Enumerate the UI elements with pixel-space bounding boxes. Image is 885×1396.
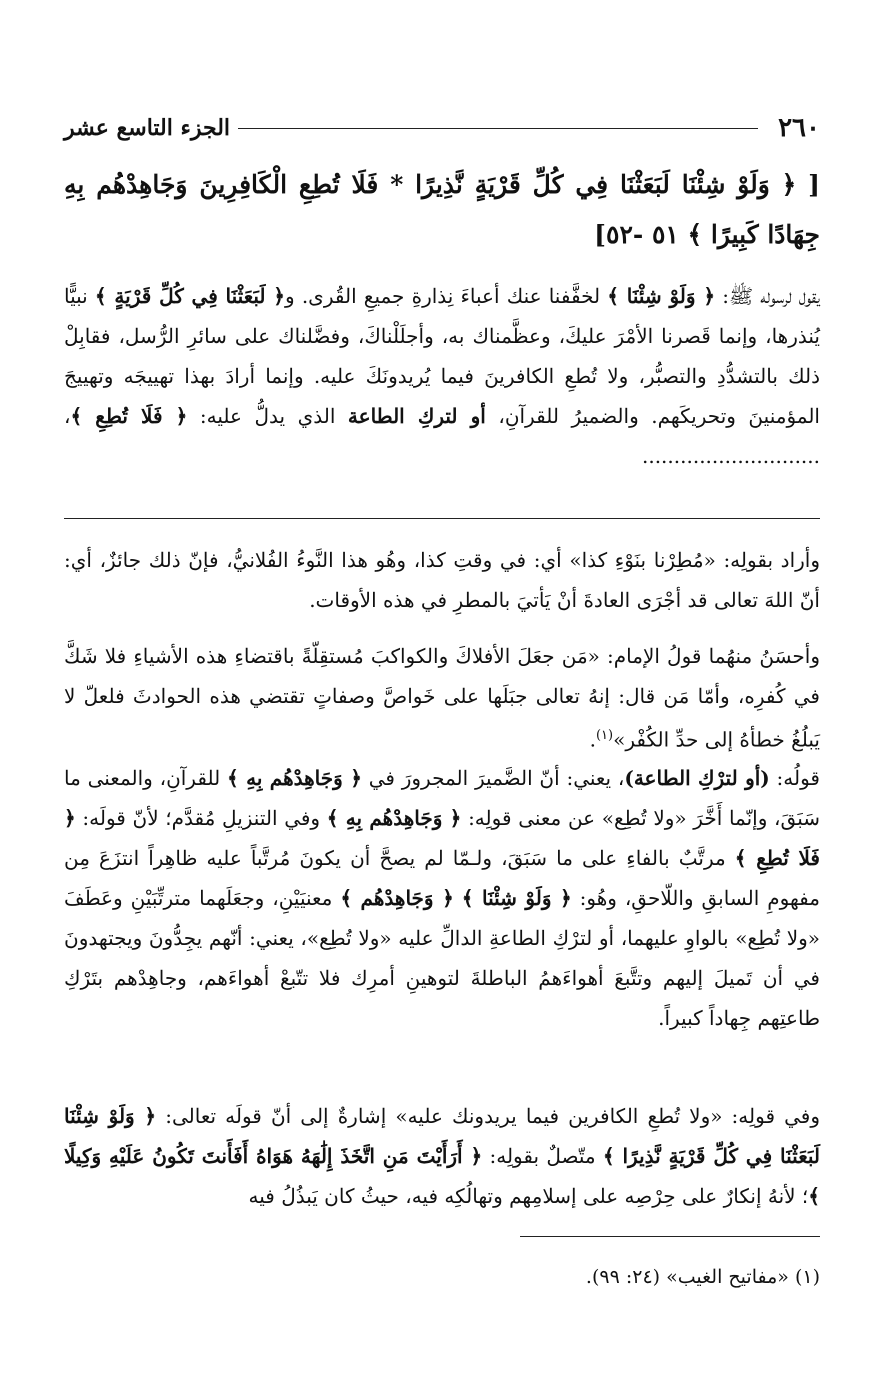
quran-quote: ﴿ وَجَاهِدْهُم بِهِ ﴾ (226, 766, 362, 790)
text-run: لخفَّفنا عنك أعباءَ نِذارةِ جميعِ القُرى. و (284, 284, 608, 308)
text-run: معنيَيْنِ، وجعَلَهما مترتِّبَيْنِ وعَطَفَ «ولا تُطِع» بالواوِ عليهما، أو لترْكِ الطاعةِ الدالِّ عليه «ولا تُطِع»، يعني: أنّهم يجِدُّونَ ويجتهدونَ في أن تَميلَ إليهم وتتَّبعَ أهواءَهمُ الباطلةَ لتوهينِ أمرِك فلا تتّبعْ أهواءَهم، وجاهِدْهم بتَرْكِ طاعتِهم جِهاداً كبيراً. (64, 886, 820, 1030)
quran-quote: ﴿ وَلَوْ شِئْنَا لَبَعَثْنَا فِي كُلِّ قَرْيَةٍ نَّذِيرًا ﴾ (64, 1104, 820, 1168)
footnote: (١) «مفاتيح الغيب» (٢٤: ٩٩). (585, 1266, 820, 1288)
text-run: متّصلٌ بقولِه: (482, 1144, 603, 1168)
text-run: وأحسَنُ منهُما قولُ الإمام: «مَن جعَلَ الأفلاكَ والكواكبَ مُستقِلّةً باقتضاءِ هذه الأشياءِ فلا شَكَّ في كُفرِه، وأمّا مَن قال: إنهُ تعالى جبَلَها على خَواصَّ وصفاتٍ تقتضي هذه الحوادثَ فلعلّ لا يَبلُغُ خطأهُ إلى حدِّ الكُفْر» (64, 644, 821, 752)
quran-quote: ﴿ فَلَا تُطِعِ ﴾ (70, 404, 188, 428)
footnote-ref: (١) (595, 728, 614, 743)
text-run (454, 886, 462, 910)
quran-quote: ﴿ وَجَاهِدْهُم ﴾ (340, 886, 454, 910)
quran-quote: ﴿ فَلَا تُطِعِ ﴾ (64, 806, 820, 870)
text-run: ؛ لأنهُ إنكارٌ على حِرْصِه على إسلامِهم وتهالُكِه فيه، حيثُ كان يَبذُلُ فيه (248, 1184, 809, 1208)
quran-quote: ﴿ وَلَوْ شِئْنَا ﴾ (607, 284, 716, 308)
page-number: ٢٦٠ (778, 113, 820, 143)
text-run: للقرآنِ، والمعنى ما سَبَقَ، وإنّما أَخَّرَ «ولا تُطِع» عن معنى قولِه: (64, 766, 820, 830)
text-run: وفي التنزيلِ مُقدَّم؛ لأنّ قولَه: (75, 806, 327, 830)
quran-quote: ﴿ لَبَعَثْنَا فِي كُلِّ قَرْيَةٍ ﴾ (94, 284, 285, 308)
quran-quote: ﴿ وَلَوْ شِئْنَا ﴾ (461, 886, 572, 910)
commentary-paragraph (64, 276, 820, 476)
quran-quote: ﴿ أَرَأَيْتَ مَنِ اتَّخَذَ إِلَٰهَهُ هَوَاهُ أَفَأَنتَ تَكُونُ عَلَيْهِ وَكِيلًا ﴾ (64, 1144, 820, 1208)
text-run: ، يعني: أنّ الضَّميرَ المجرورَ في (361, 766, 625, 790)
text-run: مرتَّبٌ بالفاءِ على ما سَبَقَ، ولـمّا لم يصحَّ أن يكونَ مُرتَّباً عليه ظاهِراً انتزَعَ مِن مفهومِ السابقِ واللّاحقِ، وهُو: (64, 846, 820, 910)
footnote-rule (520, 1236, 820, 1237)
page-header (64, 108, 820, 148)
running-title: الجزء التاسع عشر (64, 115, 231, 141)
text-run: نبيًّا يُنذرها، وإنما قَصرنا الأمْرَ عليكَ، وعظَّمناك به، وأجلَلْناكَ، وفضَّلناك على سائرِ الرُّسل، فقابِلْ ذلك بالتشدُّدِ والتصبُّر، ولا تُطعِ الكافرينَ فيما يُريدونَكَ عليه. وإنما أرادَ بهذا تهييجَه وتهييجَ المؤمنينَ وتحريكَهم. والضميرُ للقرآنِ، (64, 284, 820, 428)
gloss-paragraph-4 (64, 1096, 820, 1216)
quran-verse: [ ﴿ وَلَوْ شِئْنَا لَبَعَثْنَا فِي كُلِّ قَرْيَةٍ نَّذِيرًا * فَلَا تُطِعِ الْكَافِرِينَ وَجَاهِدْهُم بِهِ جِهَادًا كَبِيرًا ﴾ ٥١ -٥٢] (64, 170, 820, 249)
section-divider (64, 518, 820, 519)
highlighted-phrase: (أو لترْكِ الطاعة) (624, 766, 770, 790)
text-run: ، ............................ (64, 404, 820, 468)
text-run: يقول لرسوله ﷺ: (715, 284, 820, 308)
gloss-paragraph-2 (64, 636, 820, 760)
header-rule (238, 128, 758, 129)
text-run: . (589, 727, 596, 752)
gloss-paragraph-3 (64, 758, 820, 1038)
text-run: وفي قولِه: «ولا تُطعِ الكافرين فيما يريدونك عليه» إشارةٌ إلى أنّ قولَه تعالى: (156, 1104, 820, 1128)
highlighted-phrase: أو لتركِ الطاعة (347, 404, 486, 428)
text-run: الذي يدلُّ عليه: (187, 404, 348, 428)
quran-quote: ﴿ وَجَاهِدْهُم بِهِ ﴾ (326, 806, 462, 830)
text-run: قولُه: (769, 766, 820, 790)
gloss-paragraph-1: وأراد بقولِه: «مُطِرْنا بنَوْءِ كذا» أي: في وقتِ كذا، وهُو هذا النَّوءُ الفُلانيُّ، فإنّ ذلك جائزٌ، أي: أنّ اللهَ تعالى قد أجْرَى العادةَ أنْ يَأتيَ بالمطرِ في هذه الأوقات. (64, 548, 820, 612)
